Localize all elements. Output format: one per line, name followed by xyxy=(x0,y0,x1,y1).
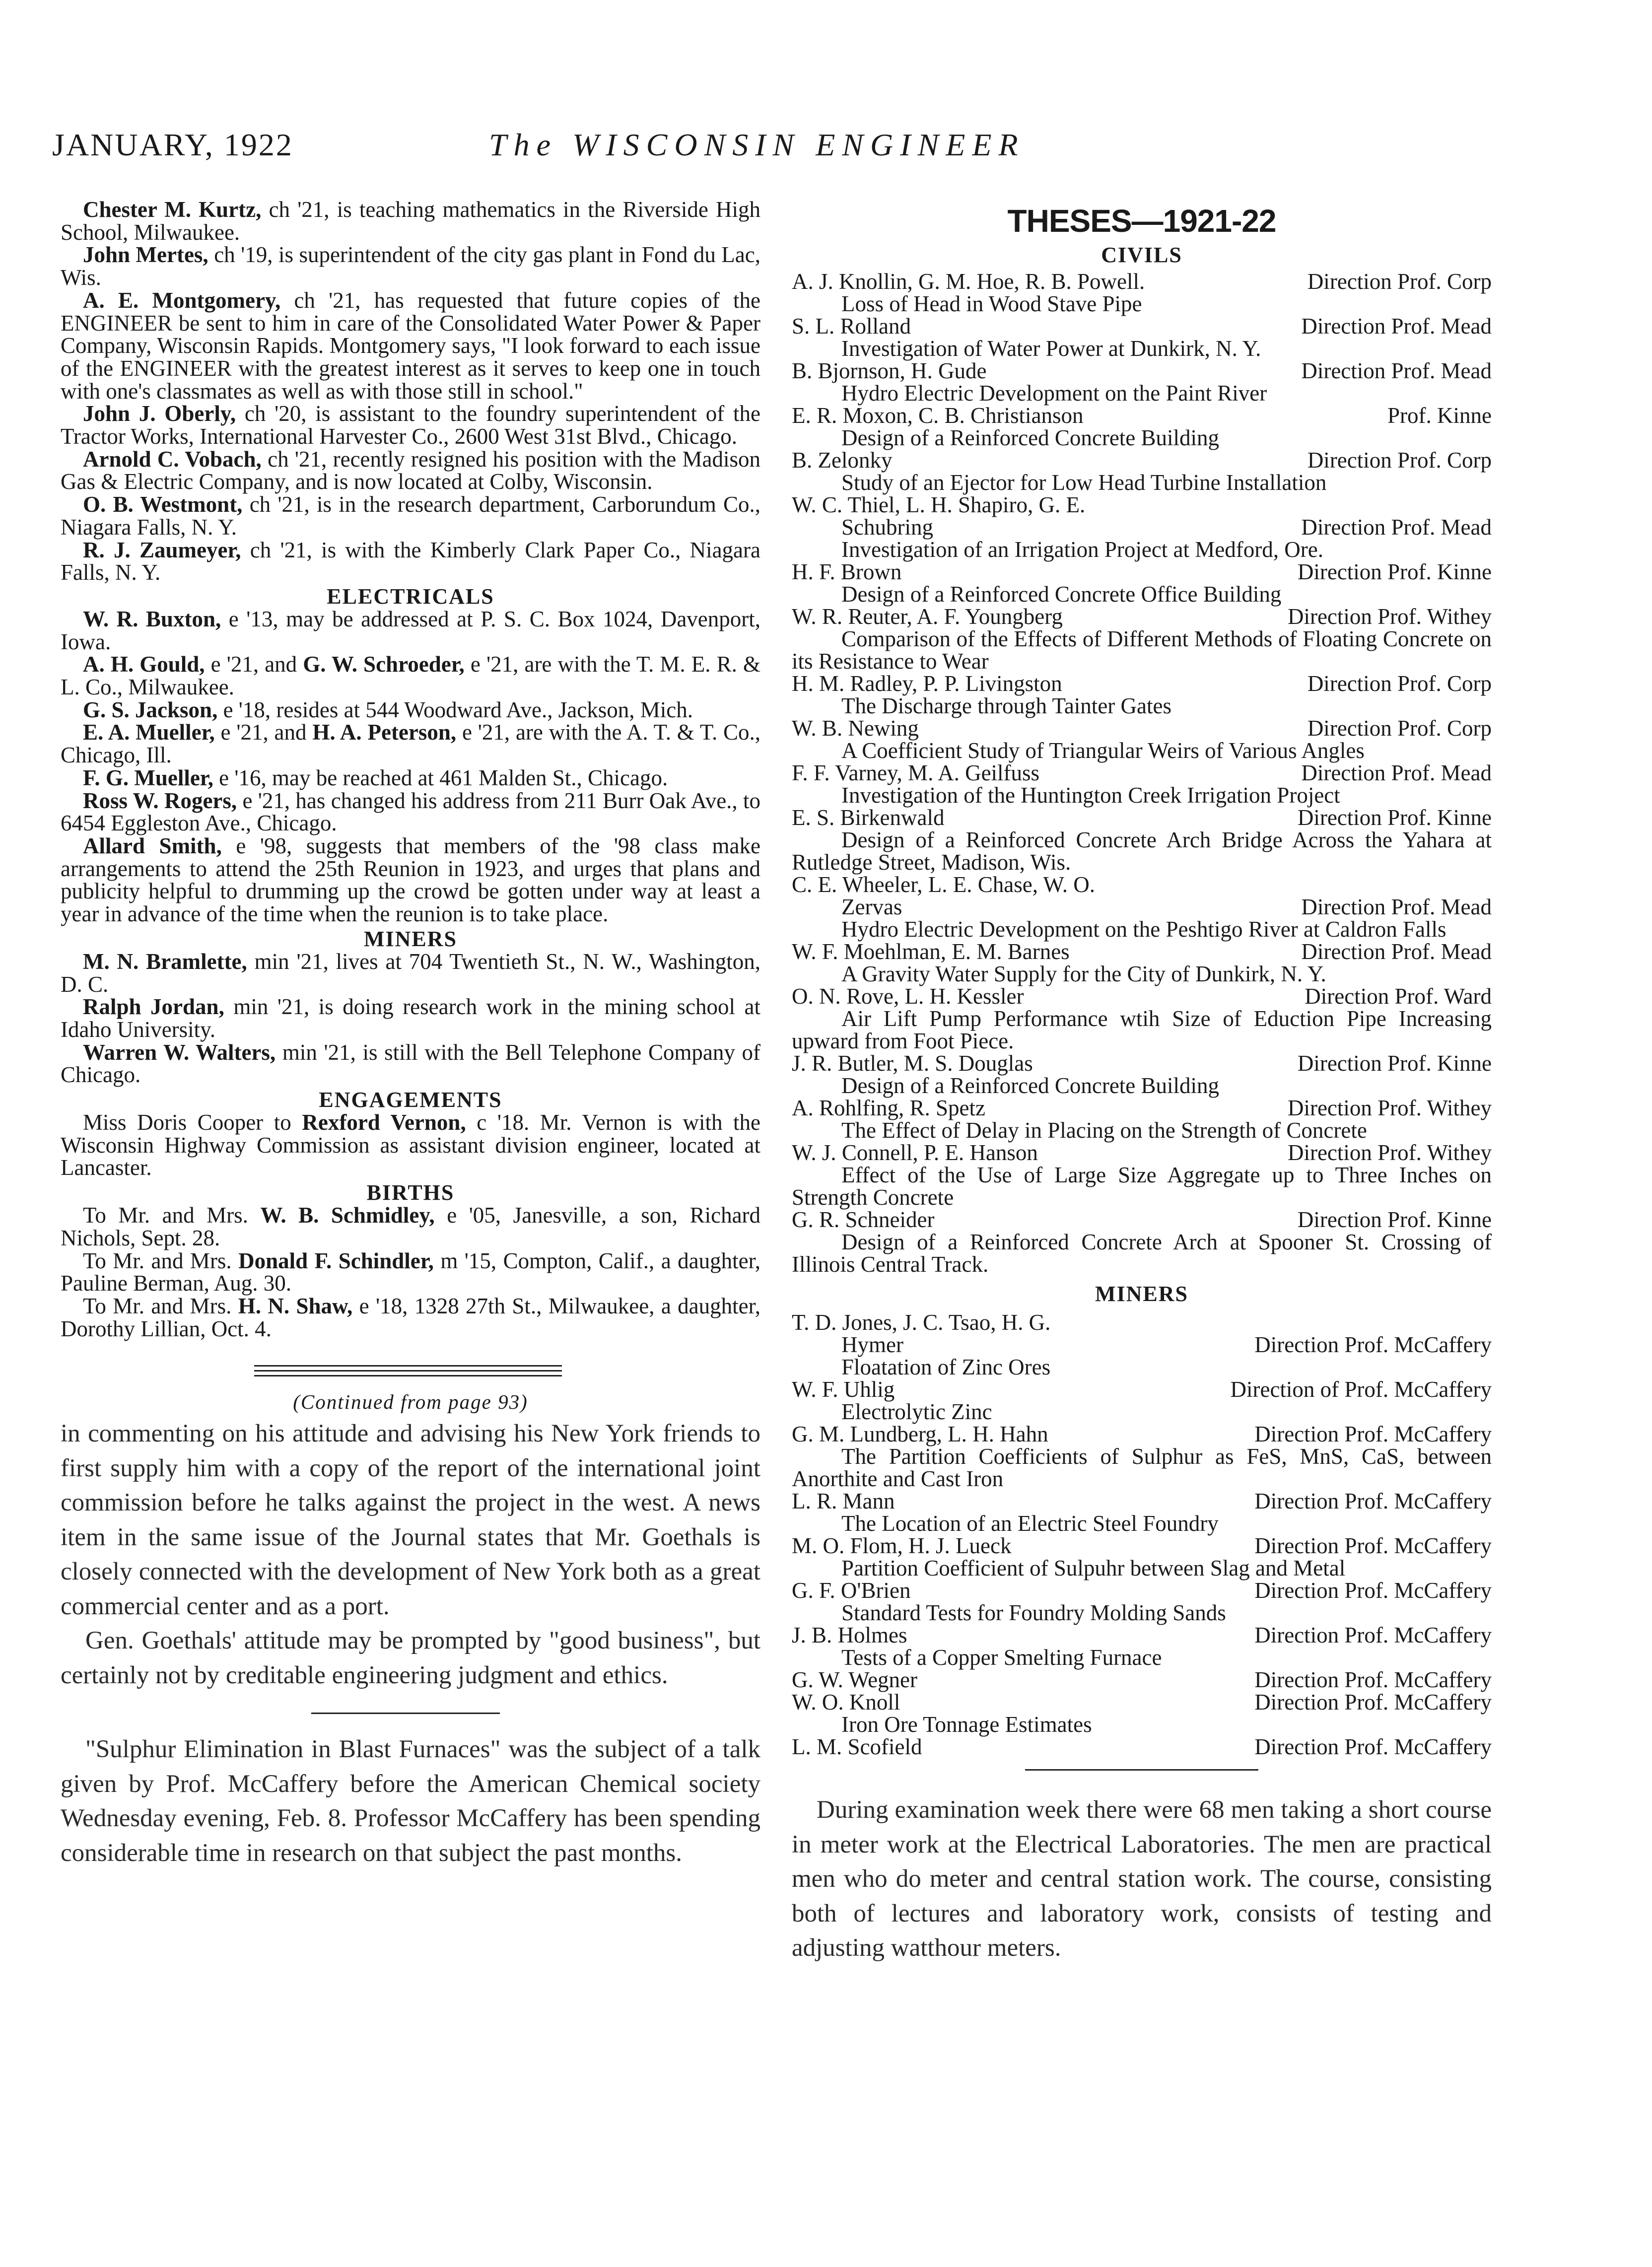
alumni-note-body: min '21, is still with the Bell Telephone Company of Chicago. xyxy=(61,1039,760,1088)
thesis-direction: Direction Prof. Withey xyxy=(1287,1140,1492,1165)
left-column xyxy=(61,199,760,1870)
alumni-note xyxy=(61,653,760,698)
goethals-p1: in commenting on his attitude and advising his New York friends to first supply him with a copy of the report of the international joint commission before he talks against the project in the west. A news item in the same issue of the Journal states that Mr. Goethals is closely connected with the development of New York both as a great commercial center and as a port. xyxy=(61,1420,760,1620)
thesis-row xyxy=(792,516,1492,539)
thesis-direction: Direction Prof. Corp xyxy=(1307,716,1492,741)
alumni-note-text xyxy=(61,289,760,403)
alumni-miners-list xyxy=(61,951,760,1087)
thesis-title: Design of a Reinforced Concrete Building xyxy=(841,425,1220,450)
thesis-entry xyxy=(792,1052,1492,1097)
alumni-note xyxy=(61,539,760,584)
thesis-direction: Direction Prof. McCaffery xyxy=(1254,1578,1492,1603)
thesis-row xyxy=(792,449,1492,472)
engagement-name: Rexford Vernon, xyxy=(302,1110,466,1135)
alumnus-name: M. N. Bramlette, xyxy=(83,949,247,974)
engagement-pre: Miss Doris Cooper to xyxy=(83,1110,291,1135)
thesis-title: Design of a Reinforced Concrete Arch Bridge Across the Yahara at Rutledge Street, Madison, Wis. xyxy=(792,827,1492,875)
alumni-note-text xyxy=(61,493,760,539)
thesis-title: Electrolytic Zinc xyxy=(841,1399,992,1424)
thesis-authors: G. W. Wegner xyxy=(792,1667,918,1692)
alumni-note-body: e '21, has changed his address from 211 Burr Oak Ave., to 6454 Eggleston Ave., Chicago. xyxy=(61,788,760,836)
alumni-note-text xyxy=(61,244,760,289)
alumni-note xyxy=(61,493,760,539)
thesis-entry xyxy=(792,762,1492,807)
alumni-note xyxy=(61,403,760,448)
page-header xyxy=(52,127,1045,176)
thesis-authors: G. M. Lundberg, L. H. Hahn xyxy=(792,1422,1048,1446)
thesis-authors: H. M. Radley, P. P. Livingston xyxy=(792,671,1062,696)
theses-miners-heading: MINERS xyxy=(1095,1282,1189,1306)
thesis-direction: Direction Prof. Mead xyxy=(1301,894,1492,919)
thesis-authors: G. F. O'Brien xyxy=(792,1578,911,1603)
alumni-note xyxy=(61,951,760,996)
alumni-note-text xyxy=(61,448,760,493)
alumnus-name: A. H. Gould, xyxy=(83,652,205,677)
theses-title: THESES—1921-22 xyxy=(1007,203,1276,239)
thesis-authors: L. R. Mann xyxy=(792,1489,895,1513)
thesis-row xyxy=(792,561,1492,583)
thesis-authors: H. F. Brown xyxy=(792,559,902,584)
thesis-entry xyxy=(792,606,1492,673)
thesis-entry xyxy=(792,271,1492,315)
thesis-row xyxy=(792,405,1492,427)
alumni-note-body: ch '21, recently resigned his position with the Madison Gas & Electric Company, and is now located at Colby, Wisconsin. xyxy=(61,446,761,494)
alumni-note-text xyxy=(61,699,760,722)
thesis-entry xyxy=(792,1736,1492,1758)
thesis-direction: Direction Prof. McCaffery xyxy=(1254,1734,1492,1759)
thesis-row xyxy=(792,1490,1492,1512)
alumnus-name: R. J. Zaumeyer, xyxy=(83,537,241,562)
thesis-row xyxy=(792,1097,1492,1119)
thesis-entry xyxy=(792,360,1492,405)
thesis-authors-cont: Schubring xyxy=(841,515,933,540)
thesis-entry xyxy=(792,1580,1492,1624)
alumnus-name: G. S. Jackson, xyxy=(83,697,218,722)
goethals-p2: Gen. Goethals' attitude may be prompted by "good business", but certainly not by creditable engineering judgment and ethics. xyxy=(61,1627,760,1689)
thesis-authors-cont: Hymer xyxy=(841,1332,903,1357)
thesis-entry xyxy=(792,449,1492,494)
birth-note xyxy=(61,1250,760,1295)
thesis-authors: J. B. Holmes xyxy=(792,1623,907,1648)
alumnus-name: Arnold C. Vobach, xyxy=(83,446,262,472)
thesis-direction: Direction Prof. Corp xyxy=(1307,671,1492,696)
alumni-note-text xyxy=(61,608,760,653)
thesis-title: Design of a Reinforced Concrete Building xyxy=(841,1073,1220,1098)
alumni-note-body: ch '20, is assistant to the foundry superintendent of the Tractor Works, International Harvester Co., 2600 West 31st Blvd., Chicago. xyxy=(61,401,760,449)
thesis-authors: W. R. Reuter, A. F. Youngberg xyxy=(792,604,1063,629)
alumni-note-body: ch '21, is in the research department, Carborundum Co., Niagara Falls, N. Y. xyxy=(61,492,760,540)
thesis-row xyxy=(792,941,1492,963)
meter-p: During examination week there were 68 men taking a short course in meter work at the Electrical Laboratories. The men are practical men who do meter and central station work. The course, consisting both of lectures and laboratory work, consists of testing and adjusting watthour meters. xyxy=(792,1796,1492,1962)
alumni-note-body: min '21, is doing research work in the mining school at Idaho University. xyxy=(61,994,760,1042)
thesis-title: Comparison of the Effects of Different Methods of Floating Concrete on its Resistance to Wear xyxy=(792,626,1492,674)
alumnus-name: G. W. Schroeder, xyxy=(303,652,465,677)
thesis-title: A Gravity Water Supply for the City of Dunkirk, N. Y. xyxy=(841,962,1326,986)
birth-pre: To Mr. and Mrs. xyxy=(83,1203,248,1228)
alumnus-name: W. R. Buxton, xyxy=(83,606,221,631)
alumnus-name: Chester M. Kurtz, xyxy=(83,197,262,222)
thesis-title: Investigation of Water Power at Dunkirk, N. Y. xyxy=(841,336,1261,361)
alumni-note-text xyxy=(61,1041,760,1087)
thesis-row xyxy=(792,1736,1492,1758)
alumni-note-body: ch '19, is superintendent of the city gas plant in Fond du Lac, Wis. xyxy=(61,242,760,290)
alumni-note-body: e '13, may be addressed at P. S. C. Box 1024, Davenport, Iowa. xyxy=(61,606,761,654)
alumni-note xyxy=(61,289,760,403)
masthead: The WISCONSIN ENGINEER xyxy=(489,127,1025,162)
birth-note-text xyxy=(61,1204,760,1249)
alumni-note xyxy=(61,996,760,1041)
alumnus-name: H. A. Peterson, xyxy=(312,720,457,745)
thesis-title: Hydro Electric Development on the Paint River xyxy=(841,381,1267,406)
thesis-title: Air Lift Pump Performance wtih Size of Eduction Pipe Increasing upward from Foot Piece. xyxy=(792,1006,1492,1053)
theses-civils-heading: CIVILS xyxy=(1101,243,1182,267)
alumni-note xyxy=(61,1041,760,1087)
alumni-note-body: e '21, and xyxy=(210,652,297,677)
thesis-entry xyxy=(792,1669,1492,1691)
alumni-note-text xyxy=(61,539,760,584)
thesis-authors: L. M. Scofield xyxy=(792,1734,922,1759)
thesis-direction: Direction Prof. Ward xyxy=(1305,984,1492,1009)
thesis-entry xyxy=(792,561,1492,606)
alumni-note xyxy=(61,448,760,493)
right-column xyxy=(792,201,1492,1966)
thesis-title: The Partition Coefficients of Sulphur as FeS, MnS, CaS, between Anorthite and Cast Iron xyxy=(792,1444,1492,1491)
birth-parent-name: W. B. Schmidley, xyxy=(260,1203,435,1228)
alumni-note xyxy=(61,721,760,766)
thesis-direction: Direction Prof. Kinne xyxy=(1297,805,1492,830)
birth-post: e '18, 1328 27th St., Milwaukee, a daughter, Dorothy Lillian, Oct. 4. xyxy=(61,1293,761,1341)
thesis-row xyxy=(792,717,1492,740)
births-list xyxy=(61,1204,760,1340)
thesis-entry xyxy=(792,1378,1492,1423)
thesis-entry xyxy=(792,807,1492,874)
thesis-row xyxy=(792,360,1492,382)
birth-parent-name: H. N. Shaw, xyxy=(238,1293,353,1318)
birth-pre: To Mr. and Mrs. xyxy=(83,1293,232,1318)
alumni-note-text xyxy=(61,767,760,790)
goethals-article xyxy=(61,1417,760,1693)
thesis-row xyxy=(792,1209,1492,1231)
thesis-authors: T. D. Jones, J. C. Tsao, H. G. xyxy=(792,1310,1051,1335)
thesis-entry xyxy=(792,1209,1492,1276)
thesis-direction: Direction Prof. McCaffery xyxy=(1254,1489,1492,1513)
thesis-entry xyxy=(792,1423,1492,1490)
thesis-direction: Direction Prof. Mead xyxy=(1301,760,1492,785)
alumnus-name: John Mertes, xyxy=(83,242,208,268)
alumni-note xyxy=(61,790,760,835)
alumnus-name: O. B. Westmont, xyxy=(83,492,243,517)
thesis-authors: W. C. Thiel, L. H. Shapiro, G. E. xyxy=(792,492,1086,517)
thesis-entry xyxy=(792,1311,1492,1378)
birth-note-text xyxy=(61,1250,760,1295)
alumni-note xyxy=(61,199,760,244)
thesis-authors: M. O. Flom, H. J. Lueck xyxy=(792,1533,1012,1558)
thesis-title: The Effect of Delay in Placing on the Strength of Concrete xyxy=(841,1118,1367,1143)
alumnus-name: Allard Smith, xyxy=(83,833,222,858)
issue-date: JANUARY, 1922 xyxy=(52,127,293,162)
alumni-note-body: ch '21, has requested that future copies of the ENGINEER be sent to him in care of the Consolidated Water Power & Paper Company, Wisconsin Rapids. Montgomery says, "I look forward to each issue of the ENGINEER with the greatest interest as it serves to keep one in touch with one's classmates as well as with those still in school." xyxy=(61,287,761,404)
sulphur-p: "Sulphur Elimination in Blast Furnaces" was the subject of a talk given by Prof. McCaffery before the American Chemical society Wednesday evening, Feb. 8. Professor McCaffery has been spending considerable time in research on that subject the past months. xyxy=(61,1735,760,1867)
thesis-row xyxy=(792,1334,1492,1356)
thesis-direction: Direction Prof. McCaffery xyxy=(1254,1533,1492,1558)
thesis-title: A Coefficient Study of Triangular Weirs of Various Angles xyxy=(841,738,1365,763)
thesis-entry xyxy=(792,315,1492,360)
alumni-note-text xyxy=(61,199,760,244)
alumni-note-text xyxy=(61,653,760,698)
thesis-title: Partition Coefficient of Sulpuhr between Slag and Metal xyxy=(841,1556,1346,1580)
thesis-title: Hydro Electric Development on the Peshtigo River at Caldron Falls xyxy=(841,917,1446,942)
alumni-note-body: e '21, are with the T. M. E. R. & L. Co., Milwaukee. xyxy=(61,652,760,700)
thesis-row xyxy=(792,1423,1492,1445)
thesis-entry xyxy=(792,1142,1492,1209)
thesis-authors: A. Rohlfing, R. Spetz xyxy=(792,1096,985,1120)
thesis-authors: W. F. Moehlman, E. M. Barnes xyxy=(792,939,1070,964)
thesis-title: Tests of a Copper Smelting Furnace xyxy=(841,1645,1162,1670)
thesis-row xyxy=(792,807,1492,829)
thesis-row xyxy=(792,896,1492,918)
alumni-note-text xyxy=(61,996,760,1041)
thesis-row xyxy=(792,762,1492,784)
thesis-title: The Location of an Electric Steel Foundry xyxy=(841,1511,1219,1536)
birth-post: e '05, Janesville, a son, Richard Nichols, Sept. 28. xyxy=(61,1203,761,1250)
thesis-authors: W. O. Knoll xyxy=(792,1690,900,1715)
thesis-authors: A. J. Knollin, G. M. Hoe, R. B. Powell. xyxy=(792,269,1145,294)
thesis-direction: Direction Prof. Kinne xyxy=(1297,559,1492,584)
thesis-direction: Direction Prof. McCaffery xyxy=(1254,1332,1492,1357)
alumni-note xyxy=(61,835,760,926)
alumnus-name: A. E. Montgomery, xyxy=(83,287,281,313)
thesis-title: Investigation of the Huntington Creek Irrigation Project xyxy=(841,783,1340,808)
thesis-authors: B. Zelonky xyxy=(792,448,893,473)
alumnus-name: Ralph Jordan, xyxy=(83,994,224,1020)
thesis-row xyxy=(792,1624,1492,1647)
thesis-authors: F. F. Varney, M. A. Geilfuss xyxy=(792,760,1040,785)
thesis-authors: W. B. Newing xyxy=(792,716,919,741)
thesis-row xyxy=(792,1378,1492,1401)
birth-parent-name: Donald F. Schindler, xyxy=(238,1248,434,1273)
alumnus-name: Ross W. Rogers, xyxy=(83,788,237,813)
alumni-note xyxy=(61,767,760,790)
alumni-note-body: e '21, are with the A. T. & T. Co., Chicago, Ill. xyxy=(61,720,761,768)
thesis-title: Standard Tests for Foundry Molding Sands xyxy=(841,1600,1226,1625)
thesis-row xyxy=(792,1691,1492,1714)
alumnus-name: F. G. Mueller, xyxy=(83,765,213,790)
thesis-title: Effect of the Use of Large Size Aggregate up to Three Inches on Strength Concrete xyxy=(792,1163,1492,1210)
alumni-note-text xyxy=(61,951,760,996)
thesis-row xyxy=(792,606,1492,628)
thesis-row xyxy=(792,985,1492,1008)
thesis-title: Design of a Reinforced Concrete Office Building xyxy=(841,582,1282,607)
thesis-authors: W. J. Connell, P. E. Hanson xyxy=(792,1140,1038,1165)
thesis-authors: G. R. Schneider xyxy=(792,1207,935,1232)
thesis-direction: Direction Prof. McCaffery xyxy=(1254,1690,1492,1715)
thesis-entry xyxy=(792,1535,1492,1580)
alumni-note-text xyxy=(61,790,760,835)
thesis-row xyxy=(792,1669,1492,1691)
thesis-authors: C. E. Wheeler, L. E. Chase, W. O. xyxy=(792,872,1095,897)
birth-note xyxy=(61,1295,760,1340)
thesis-direction: Direction Prof. McCaffery xyxy=(1254,1667,1492,1692)
thesis-authors: B. Bjornson, H. Gude xyxy=(792,358,987,383)
thesis-row xyxy=(792,673,1492,695)
civils-theses-list xyxy=(792,271,1492,1276)
birth-note xyxy=(61,1204,760,1249)
thesis-direction: Direction Prof. Withey xyxy=(1287,1096,1492,1120)
thesis-entry xyxy=(792,985,1492,1052)
alumni-note-text xyxy=(61,403,760,448)
continued-note: (Continued from page 93) xyxy=(293,1390,528,1414)
thesis-authors: E. R. Moxon, C. B. Christianson xyxy=(792,403,1084,428)
engagements-heading: ENGAGEMENTS xyxy=(319,1088,502,1112)
alumni-note-body: ch '21, is with the Kimberly Clark Paper Co., Niagara Falls, N. Y. xyxy=(61,537,760,585)
thesis-direction: Direction Prof. Mead xyxy=(1301,515,1492,540)
thesis-direction: Direction Prof. Mead xyxy=(1301,939,1492,964)
article-divider xyxy=(61,1693,760,1732)
engagement-item xyxy=(61,1111,760,1179)
thesis-direction: Prof. Kinne xyxy=(1387,403,1492,428)
thesis-title: Floatation of Zinc Ores xyxy=(841,1355,1051,1379)
alumni-note xyxy=(61,699,760,722)
birth-note-text xyxy=(61,1295,760,1340)
engagement-post: c '18. Mr. Vernon is with the Wisconsin Highway Commission as assistant division engineer, located at Lancaster. xyxy=(61,1110,761,1180)
thesis-row xyxy=(792,1052,1492,1075)
miners-theses-list xyxy=(792,1311,1492,1758)
thesis-entry xyxy=(792,1490,1492,1535)
meter-article xyxy=(792,1793,1492,1966)
alumnus-name: John J. Oberly, xyxy=(83,401,236,426)
thesis-title: Loss of Head in Wood Stave Pipe xyxy=(841,291,1142,316)
thesis-direction: Direction Prof. Mead xyxy=(1301,314,1492,339)
alumni-note-text xyxy=(61,721,760,766)
thesis-entry xyxy=(792,874,1492,941)
births-heading: BIRTHS xyxy=(366,1180,455,1205)
thesis-entry xyxy=(792,1691,1492,1736)
alumni-note-text xyxy=(61,835,760,926)
section-divider xyxy=(61,1365,760,1380)
thesis-entry xyxy=(792,1624,1492,1669)
alumni-note-body: min '21, lives at 704 Twentieth St., N. W., Washington, D. C. xyxy=(61,949,761,997)
thesis-row xyxy=(792,1580,1492,1602)
thesis-row xyxy=(792,271,1492,293)
thesis-entry xyxy=(792,494,1492,561)
birth-pre: To Mr. and Mrs. xyxy=(83,1248,232,1273)
thesis-direction: Direction Prof. Kinne xyxy=(1297,1207,1492,1232)
thesis-row xyxy=(792,315,1492,338)
alumnus-name: Warren W. Walters, xyxy=(83,1039,276,1065)
thesis-authors: J. R. Butler, M. S. Douglas xyxy=(792,1051,1033,1076)
thesis-entry xyxy=(792,717,1492,762)
thesis-title: Design of a Reinforced Concrete Arch at Spooner St. Crossing of Illinois Central Track. xyxy=(792,1230,1492,1277)
thesis-direction: Direction Prof. Corp xyxy=(1307,269,1492,294)
alumni-note xyxy=(61,608,760,653)
thesis-entry xyxy=(792,673,1492,717)
thesis-direction: Direction Prof. McCaffery xyxy=(1254,1623,1492,1648)
thesis-authors-cont: Zervas xyxy=(841,894,902,919)
thesis-row xyxy=(792,1535,1492,1557)
thesis-direction: Direction of Prof. McCaffery xyxy=(1230,1377,1492,1402)
alumni-note-body: ch '21, is teaching mathematics in the Riverside High School, Milwaukee. xyxy=(61,197,760,245)
thesis-authors: O. N. Rove, L. H. Kessler xyxy=(792,984,1024,1009)
thesis-direction: Direction Prof. McCaffery xyxy=(1254,1422,1492,1446)
alumni-note-body: e '18, resides at 544 Woodward Ave., Jackson, Mich. xyxy=(223,697,693,722)
alumni-note-body: e '21, and xyxy=(220,720,307,745)
thesis-entry xyxy=(792,941,1492,985)
thesis-direction: Direction Prof. Corp xyxy=(1307,448,1492,473)
thesis-authors: W. F. Uhlig xyxy=(792,1377,895,1402)
alumni-note xyxy=(61,244,760,289)
birth-post: m '15, Compton, Calif., a daughter, Pauline Berman, Aug. 30. xyxy=(61,1248,761,1296)
thesis-title: Study of an Ejector for Low Head Turbine Installation xyxy=(841,470,1327,495)
sulphur-article xyxy=(61,1732,760,1870)
thesis-title: Investigation of an Irrigation Project at Medford, Ore. xyxy=(841,537,1323,562)
alumni-civils-list xyxy=(61,199,760,584)
miners-heading: MINERS xyxy=(363,926,458,951)
alumni-note-body: e '98, suggests that members of the '98 class make arrangements to attend the 25th Reunion in 1923, and urges that plans and publicity helpful to drumming up the crowd be gotten under way at least a year in advance of the time when the reunion is to take place. xyxy=(61,833,761,927)
thesis-authors: S. L. Rolland xyxy=(792,314,911,339)
thesis-direction: Direction Prof. Kinne xyxy=(1297,1051,1492,1076)
thesis-entry xyxy=(792,1097,1492,1142)
alumni-note-body: e '16, may be reached at 461 Malden St., Chicago. xyxy=(219,765,668,790)
thesis-row xyxy=(792,1142,1492,1164)
thesis-title: The Discharge through Tainter Gates xyxy=(841,693,1171,718)
meter-divider xyxy=(792,1758,1492,1793)
alumnus-name: E. A. Mueller, xyxy=(83,720,215,745)
thesis-authors: E. S. Birkenwald xyxy=(792,805,945,830)
thesis-title: Iron Ore Tonnage Estimates xyxy=(841,1712,1092,1737)
thesis-direction: Direction Prof. Withey xyxy=(1287,604,1492,629)
alumni-electricals-list xyxy=(61,608,760,926)
thesis-direction: Direction Prof. Mead xyxy=(1301,358,1492,383)
electricals-heading: ELECTRICALS xyxy=(327,584,494,609)
thesis-entry xyxy=(792,405,1492,449)
